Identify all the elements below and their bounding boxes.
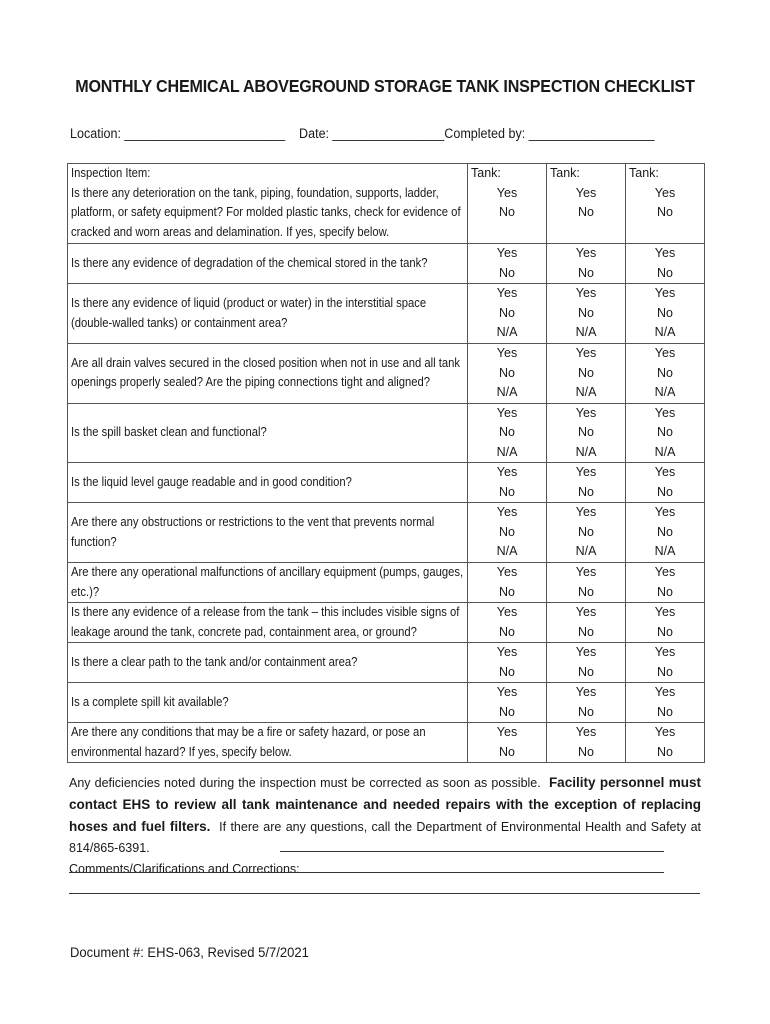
answer-option-yes[interactable]: Yes xyxy=(654,346,676,360)
answer-option-yes[interactable]: Yes xyxy=(654,725,676,739)
answer-option-yes[interactable]: Yes xyxy=(575,725,597,739)
answer-option-na[interactable]: N/A xyxy=(575,325,597,339)
tank-2-answer-cell[interactable] xyxy=(547,164,626,244)
tank-1-answer-cell[interactable] xyxy=(468,403,547,463)
answer-option-na[interactable]: N/A xyxy=(496,325,518,339)
completed-by-label: Completed by: xyxy=(444,126,526,141)
answer-option-no[interactable]: No xyxy=(657,524,673,539)
inspection-item-cell xyxy=(68,723,468,763)
answer-option-yes[interactable]: Yes xyxy=(575,605,597,619)
table-row xyxy=(68,603,705,643)
answer-option-na[interactable]: N/A xyxy=(654,385,676,399)
tank-1-answer-cell[interactable] xyxy=(468,683,547,723)
answer-option-yes[interactable]: Yes xyxy=(654,405,676,420)
answer-option-yes[interactable]: Yes xyxy=(575,405,597,420)
table-row xyxy=(68,284,705,344)
answer-option-yes[interactable]: Yes xyxy=(496,346,518,360)
tank-2-answer-cell[interactable] xyxy=(547,643,626,683)
answer-option-yes[interactable]: Yes xyxy=(575,286,597,300)
answer-option-yes[interactable]: Yes xyxy=(575,645,597,659)
comments-label: Comments/Clarifications and Corrections: xyxy=(69,862,300,876)
answer-option-yes[interactable]: Yes xyxy=(496,286,518,300)
tank-2-answer-cell[interactable] xyxy=(547,683,626,723)
inspection-question-line: cracked and worn areas and delamination. If yes, specify below. xyxy=(71,224,390,239)
deficiency-note: Any deficiencies noted during the inspection must be corrected as soon as possible. xyxy=(69,776,541,790)
location-blank[interactable]: _______________________ xyxy=(124,126,286,141)
tank-1-answer-cell[interactable] xyxy=(468,284,547,344)
answer-option-yes[interactable]: Yes xyxy=(654,685,676,699)
tank-2-answer-cell[interactable] xyxy=(547,603,626,643)
contact-note: If there are any questions, call the Department of Environmental Health and Safety at 814/865-6391. xyxy=(69,820,702,855)
answer-option-no[interactable]: No xyxy=(499,664,515,679)
inspection-question-line: Is the spill basket clean and functional? xyxy=(71,425,267,439)
answer-option-yes[interactable]: Yes xyxy=(654,286,676,300)
table-row xyxy=(68,643,705,683)
answer-option-na[interactable]: N/A xyxy=(654,544,676,558)
inspection-question-line: openings properly sealed? Are the piping connections tight and aligned? xyxy=(71,375,431,390)
answer-option-no[interactable]: No xyxy=(578,584,594,599)
answer-option-yes[interactable]: Yes xyxy=(496,725,518,739)
answer-option-yes[interactable]: Yes xyxy=(496,505,518,519)
answer-option-no[interactable]: No xyxy=(499,365,515,380)
tank-3-answer-cell[interactable] xyxy=(626,683,705,723)
table-row xyxy=(68,463,705,503)
tank-2-answer-cell[interactable] xyxy=(547,463,626,503)
answer-option-yes[interactable]: Yes xyxy=(654,505,676,519)
tank-header: Tank: xyxy=(629,166,659,180)
comments-line-1[interactable] xyxy=(280,851,664,852)
answer-option-no[interactable]: No xyxy=(657,584,673,599)
answer-option-yes[interactable]: Yes xyxy=(496,605,518,619)
inspection-item-cell xyxy=(68,503,468,563)
inspection-question-line: leakage around the tank, concrete pad, containment area, or ground? xyxy=(71,624,417,639)
answer-option-no[interactable]: No xyxy=(657,484,673,499)
answer-option-yes[interactable]: Yes xyxy=(575,246,597,260)
table-row xyxy=(68,344,705,404)
inspection-question-line: Is there any evidence of degradation of the chemical stored in the tank? xyxy=(71,255,428,270)
inspection-question-line: Are there any conditions that may be a fire or safety hazard, or pose an xyxy=(71,725,426,739)
answer-option-no[interactable]: No xyxy=(499,744,515,759)
answer-option-yes[interactable]: Yes xyxy=(654,645,676,659)
tank-header: Tank: xyxy=(471,166,501,180)
tank-3-answer-cell[interactable] xyxy=(626,244,705,284)
answer-option-no[interactable]: No xyxy=(578,305,594,320)
inspection-question-line: Are there any operational malfunctions of ancillary equipment (pumps, gauges, xyxy=(71,565,464,579)
tank-3-answer-cell[interactable] xyxy=(626,563,705,603)
inspection-item-cell xyxy=(68,463,468,503)
answer-option-no[interactable]: No xyxy=(499,704,515,719)
answer-option-yes[interactable]: Yes xyxy=(575,685,597,699)
answer-option-na[interactable]: N/A xyxy=(575,544,597,558)
header-fields xyxy=(70,126,654,141)
table-row xyxy=(68,563,705,603)
tank-2-answer-cell[interactable] xyxy=(547,344,626,404)
answer-option-na[interactable]: N/A xyxy=(654,444,676,459)
inspection-question-line: environmental hazard? If yes, specify below. xyxy=(71,744,292,759)
answer-option-yes[interactable]: Yes xyxy=(496,405,518,420)
inspection-question-line: etc.)? xyxy=(71,584,100,599)
answer-option-yes[interactable]: Yes xyxy=(654,565,676,579)
inspection-question-line: Is a complete spill kit available? xyxy=(71,694,229,709)
inspection-question-line: Is there a clear path to the tank and/or containment area? xyxy=(71,654,358,669)
answer-option-na[interactable]: N/A xyxy=(575,444,597,459)
date-blank[interactable]: ________________ xyxy=(332,126,445,141)
inspection-question-line: Is there any evidence of a release from the tank – this includes visible signs of xyxy=(71,605,460,619)
tank-3-answer-cell[interactable] xyxy=(626,463,705,503)
tank-2-answer-cell[interactable] xyxy=(547,284,626,344)
answer-option-no[interactable]: No xyxy=(578,744,594,759)
tank-2-answer-cell[interactable] xyxy=(547,503,626,563)
table-row xyxy=(68,403,705,463)
table-row xyxy=(68,164,705,244)
comments-line-2[interactable] xyxy=(69,872,664,873)
answer-option-no[interactable]: No xyxy=(499,484,515,499)
inspection-table-body xyxy=(68,164,705,763)
tank-3-answer-cell[interactable] xyxy=(626,403,705,463)
tank-1-answer-cell[interactable] xyxy=(468,244,547,284)
answer-option-no[interactable]: No xyxy=(578,704,594,719)
comments-line-3[interactable] xyxy=(69,893,700,894)
page-title: MONTHLY CHEMICAL ABOVEGROUND STORAGE TANK INSPECTION CHECKLIST xyxy=(75,76,695,96)
inspection-question-line: Is the liquid level gauge readable and in good condition? xyxy=(71,474,352,489)
tank-1-answer-cell[interactable] xyxy=(468,503,547,563)
answer-option-no[interactable]: No xyxy=(578,484,594,499)
answer-option-no[interactable]: No xyxy=(578,524,594,539)
tank-2-answer-cell[interactable] xyxy=(547,563,626,603)
inspection-question-line: platform, or safety equipment? For molded plastic tanks, check for evidence of xyxy=(71,205,461,219)
tank-1-answer-cell[interactable] xyxy=(468,563,547,603)
inspection-item-cell xyxy=(68,284,468,344)
inspection-question-line: function? xyxy=(71,534,117,549)
answer-option-na[interactable]: N/A xyxy=(496,544,518,558)
inspection-item-cell xyxy=(68,164,468,244)
answer-option-yes[interactable]: Yes xyxy=(575,346,597,360)
answer-option-yes[interactable]: Yes xyxy=(496,645,518,659)
answer-option-no[interactable]: No xyxy=(578,624,594,639)
answer-option-yes[interactable]: Yes xyxy=(496,685,518,699)
answer-option-no[interactable]: No xyxy=(657,704,673,719)
notes-section xyxy=(69,772,701,880)
answer-option-no[interactable]: No xyxy=(578,365,594,380)
tank-3-answer-cell[interactable] xyxy=(626,164,705,244)
inspection-question-line: Are all drain valves secured in the closed position when not in use and all tank xyxy=(71,355,460,370)
answer-option-no[interactable]: No xyxy=(657,744,673,759)
answer-option-yes[interactable]: Yes xyxy=(654,246,676,260)
answer-option-no[interactable]: No xyxy=(499,524,515,539)
inspection-item-header: Inspection Item: xyxy=(71,166,151,180)
tank-1-answer-cell[interactable] xyxy=(468,344,547,404)
answer-option-no[interactable]: No xyxy=(657,365,673,380)
inspection-item-cell xyxy=(68,683,468,723)
tank-3-answer-cell[interactable] xyxy=(626,723,705,763)
table-row xyxy=(68,723,705,763)
answer-option-yes[interactable]: Yes xyxy=(575,505,597,519)
tank-2-answer-cell[interactable] xyxy=(547,723,626,763)
answer-option-no[interactable]: No xyxy=(499,265,515,280)
answer-option-no[interactable]: No xyxy=(499,205,515,219)
answer-option-no[interactable]: No xyxy=(499,584,515,599)
tank-3-answer-cell[interactable] xyxy=(626,284,705,344)
inspection-question-line: Are there any obstructions or restrictions to the vent that prevents normal xyxy=(71,515,435,529)
tank-1-answer-cell[interactable] xyxy=(468,463,547,503)
answer-option-no[interactable]: No xyxy=(499,624,515,639)
inspection-question-line: Is there any deterioration on the tank, piping, foundation, supports, ladder, xyxy=(71,185,439,200)
date-label: Date: xyxy=(299,126,330,141)
tank-1-answer-cell[interactable] xyxy=(468,164,547,244)
table-row xyxy=(68,244,705,284)
answer-option-yes[interactable]: Yes xyxy=(496,565,518,579)
answer-option-no[interactable]: No xyxy=(657,664,673,679)
tank-1-answer-cell[interactable] xyxy=(468,723,547,763)
answer-option-na[interactable]: N/A xyxy=(654,325,676,339)
inspection-item-cell xyxy=(68,244,468,284)
inspection-item-cell xyxy=(68,403,468,463)
tank-1-answer-cell[interactable] xyxy=(468,643,547,683)
answer-option-yes[interactable]: Yes xyxy=(654,605,676,619)
answer-option-yes[interactable]: Yes xyxy=(654,465,676,479)
inspection-question-line: (double-walled tanks) or containment area? xyxy=(71,315,288,330)
answer-option-no[interactable]: No xyxy=(578,664,594,679)
answer-option-yes[interactable]: Yes xyxy=(496,465,518,479)
tank-header: Tank: xyxy=(550,166,580,180)
answer-option-na[interactable]: N/A xyxy=(575,385,597,399)
tank-3-answer-cell[interactable] xyxy=(626,603,705,643)
tank-3-answer-cell[interactable] xyxy=(626,344,705,404)
answer-option-no[interactable]: No xyxy=(657,265,673,280)
location-label: Location: xyxy=(70,126,121,141)
ehs-review-note: Facility personnel must contact EHS to review all tank maintenance and needed repairs with the exception of replacing hoses and fuel filters. xyxy=(69,775,701,834)
inspection-item-cell xyxy=(68,603,468,643)
answer-option-no[interactable]: No xyxy=(578,425,594,439)
answer-option-yes[interactable]: Yes xyxy=(496,246,518,260)
answer-option-na[interactable]: N/A xyxy=(496,444,518,459)
tank-1-answer-cell[interactable] xyxy=(468,603,547,643)
inspection-table xyxy=(67,163,705,763)
inspection-item-cell xyxy=(68,344,468,404)
inspection-item-cell xyxy=(68,563,468,603)
inspection-item-cell xyxy=(68,643,468,683)
inspection-question-line: Is there any evidence of liquid (product or water) in the interstitial space xyxy=(71,296,427,310)
answer-option-no[interactable]: No xyxy=(499,305,515,320)
answer-option-no[interactable]: No xyxy=(578,205,594,219)
answer-option-na[interactable]: N/A xyxy=(496,385,518,399)
table-row xyxy=(68,683,705,723)
answer-option-no[interactable]: No xyxy=(657,305,673,320)
answer-option-yes[interactable]: Yes xyxy=(575,465,597,479)
tank-3-answer-cell[interactable] xyxy=(626,643,705,683)
answer-option-no[interactable]: No xyxy=(499,425,515,439)
tank-3-answer-cell[interactable] xyxy=(626,503,705,563)
tank-2-answer-cell[interactable] xyxy=(547,244,626,284)
answer-option-no[interactable]: No xyxy=(657,425,673,439)
completed-by-blank[interactable]: __________________ xyxy=(528,126,655,141)
answer-option-yes[interactable]: Yes xyxy=(654,185,676,200)
answer-option-yes[interactable]: Yes xyxy=(575,565,597,579)
answer-option-yes[interactable]: Yes xyxy=(575,185,597,200)
document-number: Document #: EHS-063, Revised 5/7/2021 xyxy=(70,944,309,960)
answer-option-no[interactable]: No xyxy=(578,265,594,280)
table-row xyxy=(68,503,705,563)
answer-option-no[interactable]: No xyxy=(657,205,673,219)
tank-2-answer-cell[interactable] xyxy=(547,403,626,463)
answer-option-no[interactable]: No xyxy=(657,624,673,639)
answer-option-yes[interactable]: Yes xyxy=(496,185,518,200)
